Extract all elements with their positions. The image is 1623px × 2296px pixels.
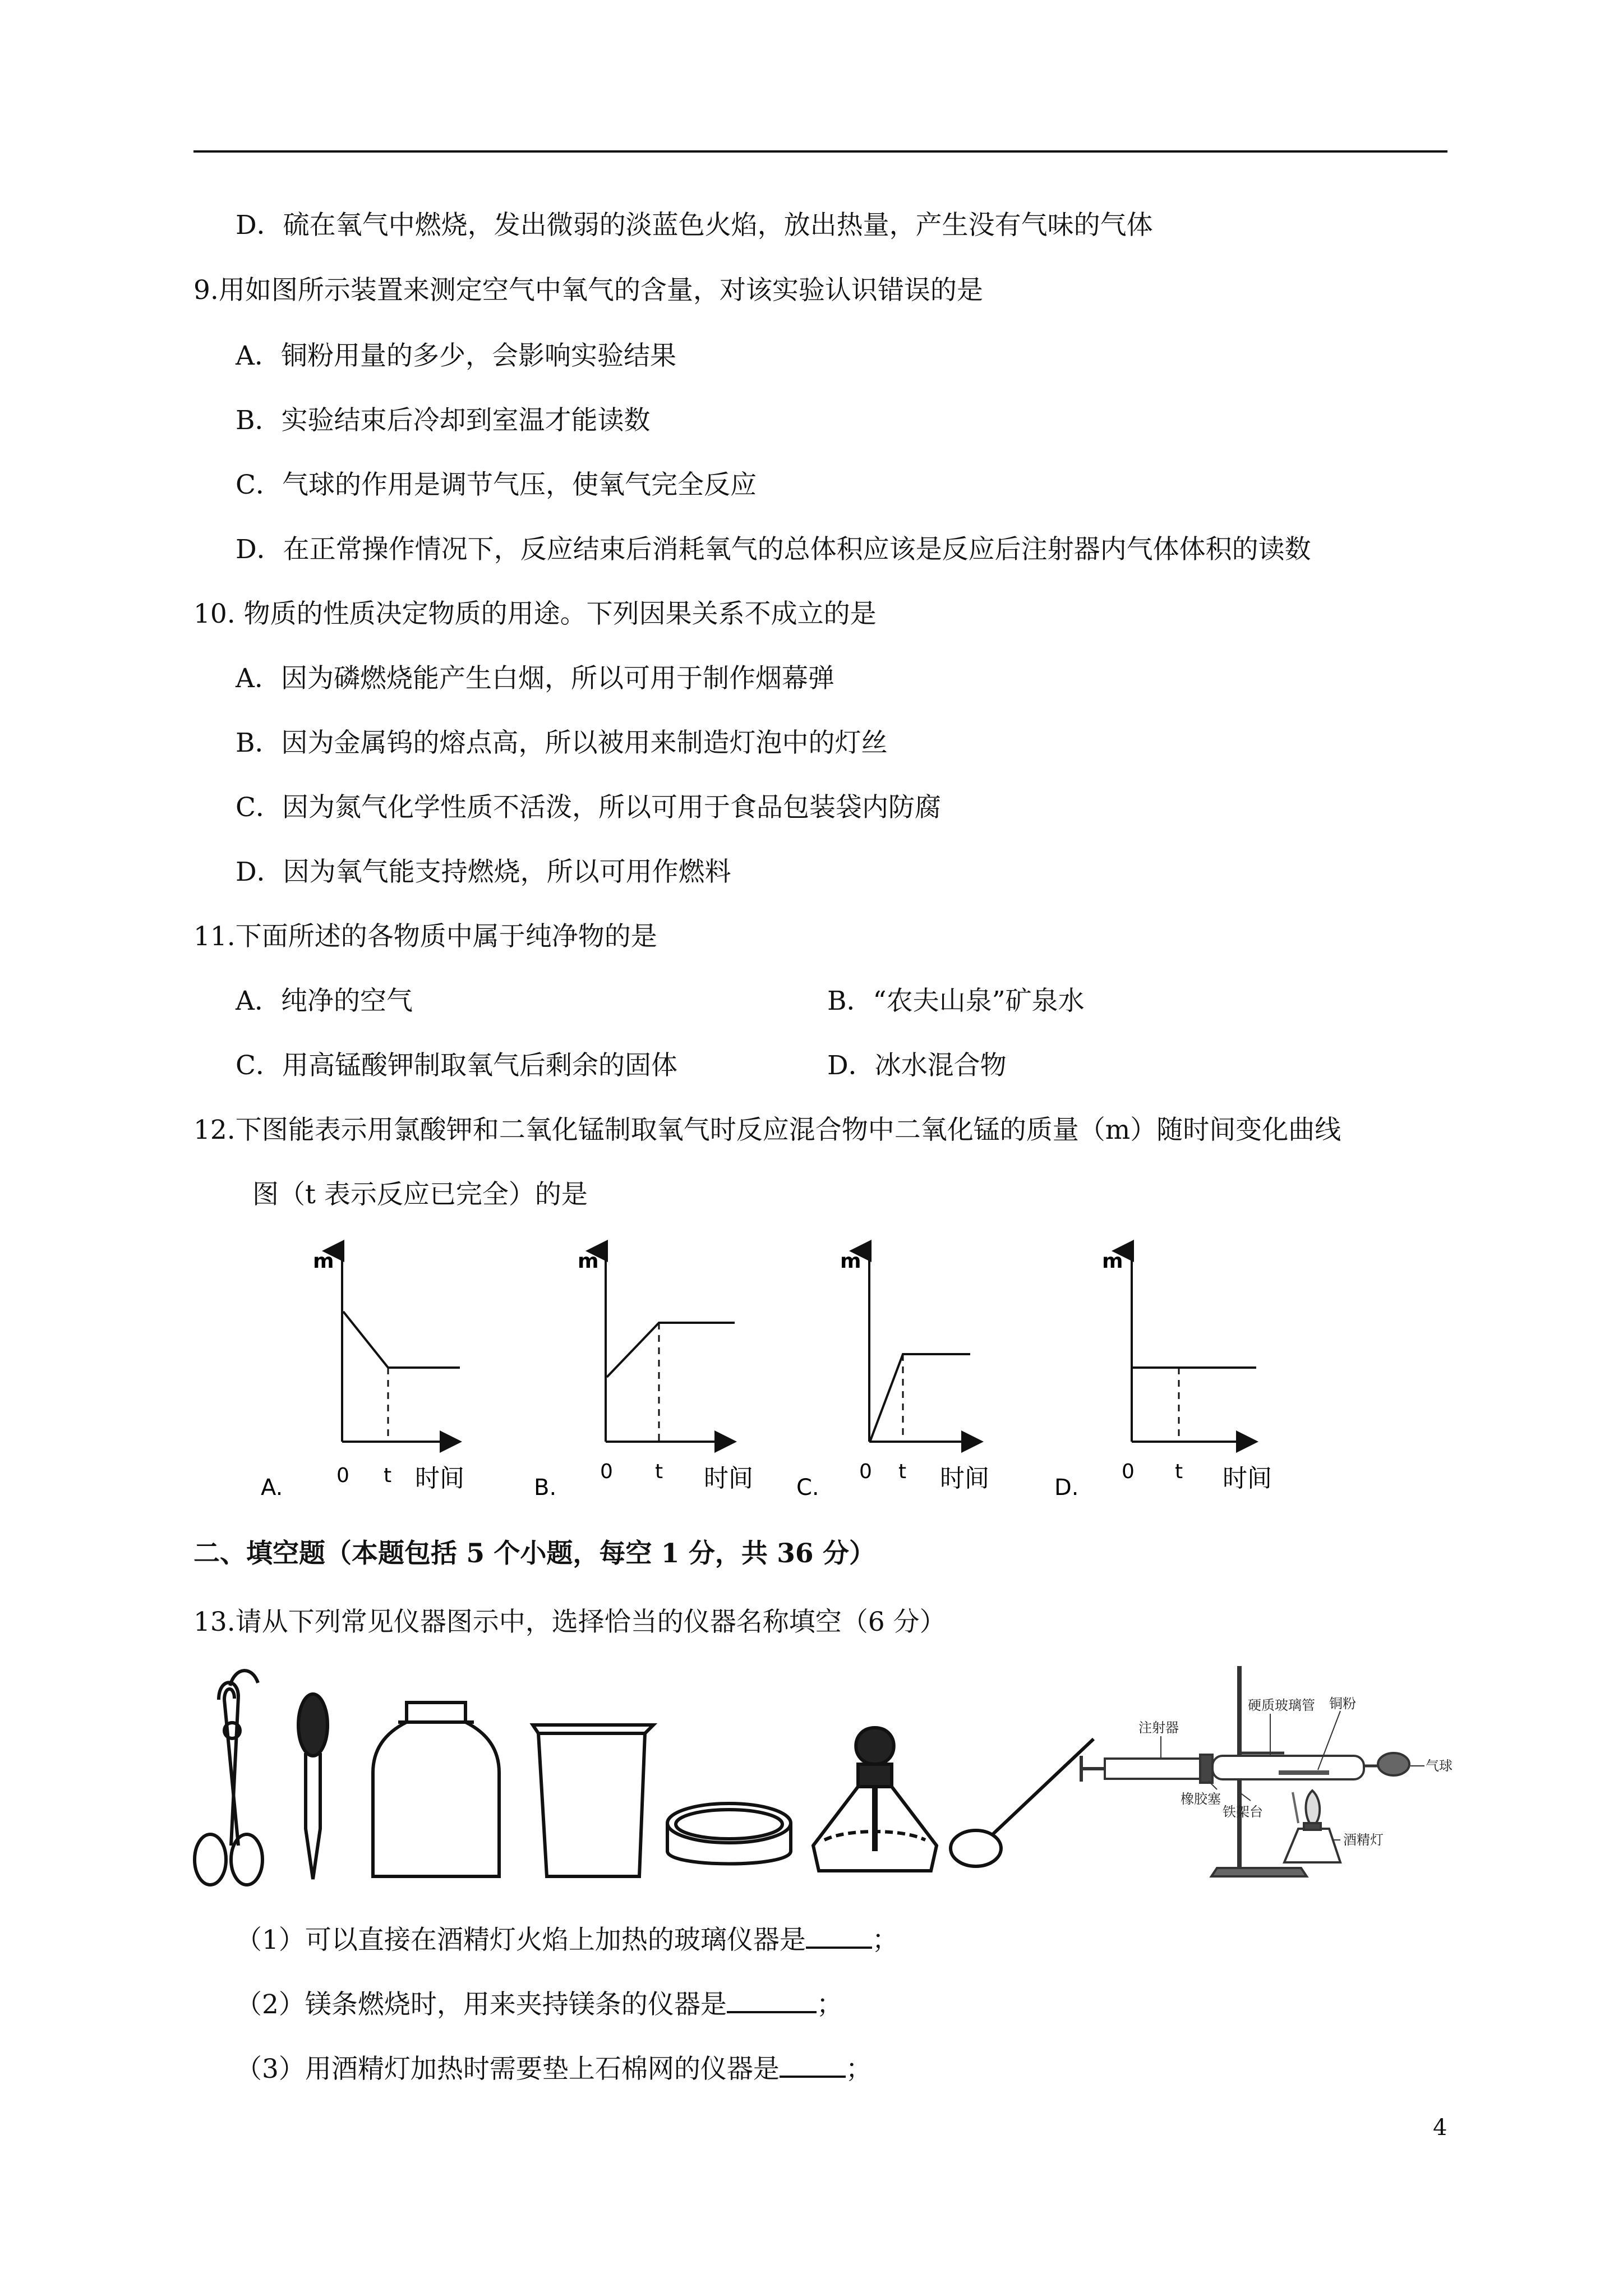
graph-b-origin: 0 (600, 1460, 613, 1483)
q9-option-c: C．气球的作用是调节气压，使氧气完全反应 (236, 470, 757, 500)
q13-part-2-text: （2）镁条燃烧时，用来夹持镁条的仪器是 (236, 1989, 727, 2020)
q13-part-1 (236, 1922, 898, 1957)
graph-d-option: D. (1054, 1475, 1079, 1501)
iron-stand-base (1211, 1868, 1307, 1876)
q10-option-b: B．因为金属钨的熔点高，所以被用来制造灯泡中的灯丝 (236, 728, 888, 758)
label-balloon: 气球 (1426, 1758, 1453, 1774)
graph-a (261, 1250, 464, 1501)
graph-b-x-label: 时间 (704, 1464, 753, 1493)
graph-d-y-label: m (1102, 1250, 1123, 1273)
q11-stem: 11.下面所述的各物质中属于纯净物的是 (193, 921, 657, 952)
graph-c-curve (870, 1354, 970, 1441)
beaker-icon (533, 1725, 653, 1876)
header-rule (193, 150, 1447, 153)
glass-tube-icon (1212, 1756, 1364, 1779)
q13-part-2-semicolon: ； (816, 1989, 843, 2020)
graph-b-curve (607, 1323, 735, 1377)
label-alcohol-lamp: 酒精灯 (1343, 1832, 1384, 1848)
graph-d-t-label: t (1175, 1460, 1183, 1483)
syringe-icon (1105, 1759, 1200, 1779)
graph-b (534, 1250, 753, 1501)
page-number: 4 (1433, 2115, 1447, 2141)
q13-part-1-semicolon: ； (872, 1925, 898, 1955)
graph-c-t-label: t (898, 1460, 907, 1483)
q13-part-3-text: （3）用酒精灯加热时需要垫上石棉网的仪器是 (236, 2054, 780, 2085)
evaporating-dish-icon (667, 1803, 791, 1864)
graph-d-x-label: 时间 (1223, 1464, 1272, 1493)
label-rubber-stopper: 橡胶塞 (1181, 1791, 1221, 1807)
q11-option-a: A．纯净的空气 (236, 986, 413, 1016)
dropper-icon (298, 1694, 328, 1879)
graph-a-x-label: 时间 (415, 1464, 464, 1493)
q13-part-3-blank[interactable] (780, 2051, 846, 2078)
section-2-heading: 二、填空题（本题包括 5 个小题，每空 1 分，共 36 分） (193, 1538, 875, 1569)
graph-c-option: C. (796, 1475, 819, 1501)
balloon-icon (1378, 1753, 1409, 1775)
q9-stem: 9.用如图所示装置来测定空气中氧气的含量，对该实验认识错误的是 (193, 275, 983, 306)
q13-stem: 13.请从下列常见仪器图示中，选择恰当的仪器名称填空（6 分） (193, 1607, 946, 1637)
label-syringe: 注射器 (1138, 1720, 1179, 1736)
q11-option-d: D．冰水混合物 (827, 1050, 1007, 1081)
graph-a-t-label: t (384, 1464, 392, 1487)
q13-part-2 (236, 1986, 843, 2022)
graph-c-origin: 0 (859, 1460, 872, 1483)
graph-d (1054, 1250, 1272, 1501)
gas-jar-icon (373, 1703, 499, 1876)
q13-part-1-text: （1）可以直接在酒精灯火焰上加热的玻璃仪器是 (236, 1925, 806, 1955)
q11-option-b: B．“农夫山泉”矿泉水 (827, 986, 1085, 1016)
q11-option-c: C．用高锰酸钾制取氧气后剩余的固体 (236, 1050, 677, 1081)
q13-part-3-semicolon: ； (845, 2054, 872, 2085)
q12-graphs (247, 1240, 1301, 1509)
graph-a-option: A. (261, 1475, 283, 1501)
graph-c-y-label: m (840, 1250, 861, 1273)
graph-c (796, 1250, 989, 1501)
graph-a-y-label: m (313, 1250, 334, 1273)
instrument-illustrations (185, 1660, 1542, 1896)
graph-b-y-label: m (578, 1250, 599, 1273)
q12-stem-continued: 图（t 表示反应已完全）的是 (252, 1179, 588, 1210)
q13-part-3 (236, 2051, 872, 2086)
q9-option-d: D．在正常操作情况下，反应结束后消耗氧气的总体积应该是反应后注射器内气体体积的读数 (236, 534, 1311, 565)
q10-option-a: A．因为磷燃烧能产生白烟，所以可用于制作烟幕弹 (236, 663, 834, 694)
q10-option-c: C．因为氮气化学性质不活泼，所以可用于食品包装袋内防腐 (236, 792, 941, 823)
q10-stem: 10. 物质的性质决定物质的用途。下列因果关系不成立的是 (193, 599, 877, 629)
graph-b-t-label: t (655, 1460, 663, 1483)
lab-alcohol-lamp-icon (1284, 1829, 1340, 1862)
q8-option-d: D．硫在氧气中燃烧，发出微弱的淡蓝色火焰，放出热量，产生没有气味的气体 (236, 210, 1153, 241)
q12-stem: 12.下图能表示用氯酸钾和二氧化锰制取氧气时反应混合物中二氧化锰的质量（m）随时间变化曲线 (193, 1115, 1341, 1145)
graph-a-origin: 0 (336, 1464, 349, 1487)
combustion-spoon-icon (951, 1739, 1094, 1866)
graph-b-option: B. (534, 1475, 557, 1501)
q13-part-2-blank[interactable] (727, 1986, 817, 2013)
q13-part-1-blank[interactable] (806, 1922, 872, 1949)
label-copper-powder: 铜粉 (1329, 1696, 1356, 1711)
graph-a-curve (343, 1312, 460, 1368)
label-glass-tube: 硬质玻璃管 (1248, 1697, 1315, 1713)
q10-option-d: D．因为氧气能支持燃烧，所以可用作燃料 (236, 857, 731, 887)
q9-option-b: B．实验结束后冷却到室温才能读数 (236, 405, 651, 436)
alcohol-lamp-icon (813, 1728, 937, 1871)
graph-d-origin: 0 (1122, 1460, 1135, 1483)
q9-option-a: A．铜粉用量的多少，会影响实验结果 (236, 341, 676, 371)
graph-c-x-label: 时间 (940, 1464, 989, 1493)
crucible-tongs-icon (195, 1671, 262, 1885)
label-iron-stand: 铁架台 (1223, 1804, 1263, 1820)
